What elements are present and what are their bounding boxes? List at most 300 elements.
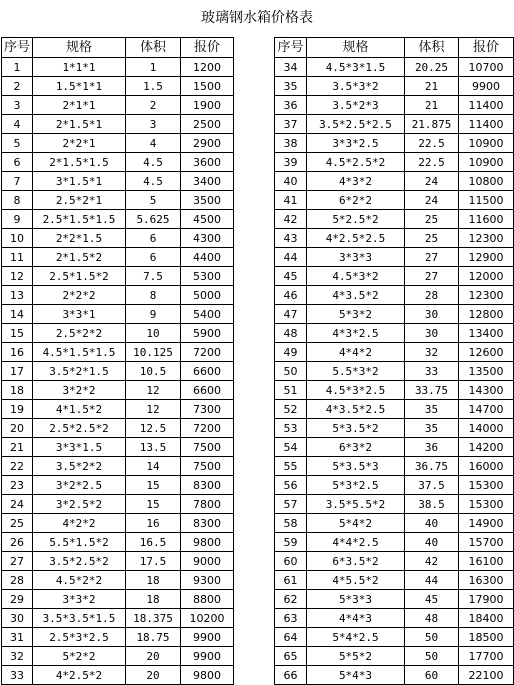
cell-price-left: 9800: [181, 533, 234, 552]
cell-volume-right: 21: [405, 96, 459, 115]
column-gap: [234, 495, 275, 514]
cell-spec-left: 3*2*2: [33, 381, 126, 400]
column-gap: [234, 476, 275, 495]
cell-volume-right: 21.875: [405, 115, 459, 134]
cell-price-left: 6600: [181, 362, 234, 381]
table-row: [2, 609, 514, 628]
cell-seq-left: 13: [2, 286, 33, 305]
cell-volume-right: 20.25: [405, 58, 459, 77]
cell-spec-left: 2*1.5*2: [33, 248, 126, 267]
cell-seq-right: 55: [275, 457, 307, 476]
cell-volume-left: 18: [126, 590, 181, 609]
cell-volume-right: 30: [405, 305, 459, 324]
cell-price-left: 5000: [181, 286, 234, 305]
cell-volume-right: 25: [405, 229, 459, 248]
cell-spec-right: 6*3*2: [307, 438, 405, 457]
column-gap: [234, 457, 275, 476]
cell-spec-right: 5*4*2: [307, 514, 405, 533]
cell-seq-right: 57: [275, 495, 307, 514]
cell-price-right: 12600: [459, 343, 514, 362]
cell-seq-left: 4: [2, 115, 33, 134]
cell-volume-left: 15: [126, 495, 181, 514]
cell-seq-right: 53: [275, 419, 307, 438]
cell-price-right: 15300: [459, 476, 514, 495]
cell-price-right: 12800: [459, 305, 514, 324]
cell-price-left: 7300: [181, 400, 234, 419]
table-row: [2, 172, 514, 191]
cell-seq-right: 66: [275, 666, 307, 685]
cell-volume-left: 18.75: [126, 628, 181, 647]
cell-volume-right: 36: [405, 438, 459, 457]
table-row: [2, 647, 514, 666]
cell-price-left: 1900: [181, 96, 234, 115]
cell-price-right: 14700: [459, 400, 514, 419]
cell-seq-right: 65: [275, 647, 307, 666]
column-gap: [234, 324, 275, 343]
cell-seq-right: 56: [275, 476, 307, 495]
cell-price-left: 7800: [181, 495, 234, 514]
header-row: [2, 38, 514, 58]
cell-volume-left: 10.125: [126, 343, 181, 362]
column-gap: [234, 552, 275, 571]
cell-volume-left: 12: [126, 381, 181, 400]
column-gap: [234, 77, 275, 96]
cell-spec-right: 4.5*2.5*2: [307, 153, 405, 172]
cell-spec-right: 5*4*2.5: [307, 628, 405, 647]
cell-price-left: 1500: [181, 77, 234, 96]
cell-price-right: 10900: [459, 134, 514, 153]
table-row: [2, 286, 514, 305]
cell-seq-left: 28: [2, 571, 33, 590]
cell-spec-right: 3.5*3*2: [307, 77, 405, 96]
cell-price-left: 8300: [181, 514, 234, 533]
cell-price-left: 4400: [181, 248, 234, 267]
table-row: [2, 58, 514, 77]
cell-volume-left: 9: [126, 305, 181, 324]
table-row: [2, 115, 514, 134]
cell-seq-right: 64: [275, 628, 307, 647]
cell-seq-left: 10: [2, 229, 33, 248]
cell-spec-right: 4*3*2.5: [307, 324, 405, 343]
cell-volume-left: 8: [126, 286, 181, 305]
cell-price-right: 11600: [459, 210, 514, 229]
header-volume-left: 体积: [126, 38, 181, 58]
table-row: [2, 362, 514, 381]
cell-volume-right: 38.5: [405, 495, 459, 514]
cell-volume-right: 30: [405, 324, 459, 343]
cell-spec-left: 3*3*1: [33, 305, 126, 324]
cell-volume-left: 10.5: [126, 362, 181, 381]
cell-price-left: 1200: [181, 58, 234, 77]
header-volume-right: 体积: [405, 38, 459, 58]
table-row: [2, 77, 514, 96]
cell-spec-right: 4*5.5*2: [307, 571, 405, 590]
cell-volume-right: 40: [405, 514, 459, 533]
cell-seq-left: 5: [2, 134, 33, 153]
cell-seq-right: 40: [275, 172, 307, 191]
cell-volume-right: 40: [405, 533, 459, 552]
cell-price-right: 12000: [459, 267, 514, 286]
cell-seq-right: 47: [275, 305, 307, 324]
column-gap: [234, 38, 275, 58]
cell-spec-left: 3*3*1.5: [33, 438, 126, 457]
cell-seq-right: 45: [275, 267, 307, 286]
cell-price-left: 8300: [181, 476, 234, 495]
cell-volume-left: 16.5: [126, 533, 181, 552]
cell-volume-right: 36.75: [405, 457, 459, 476]
cell-volume-right: 37.5: [405, 476, 459, 495]
cell-spec-right: 4*3.5*2.5: [307, 400, 405, 419]
cell-volume-right: 50: [405, 647, 459, 666]
column-gap: [234, 248, 275, 267]
cell-volume-left: 1.5: [126, 77, 181, 96]
cell-seq-right: 63: [275, 609, 307, 628]
cell-volume-right: 32: [405, 343, 459, 362]
header-price-right: 报价: [459, 38, 514, 58]
cell-spec-left: 2*1.5*1.5: [33, 153, 126, 172]
cell-seq-left: 11: [2, 248, 33, 267]
table-row: [2, 134, 514, 153]
cell-seq-left: 9: [2, 210, 33, 229]
cell-price-left: 2900: [181, 134, 234, 153]
cell-spec-left: 4*2*2: [33, 514, 126, 533]
cell-seq-left: 20: [2, 419, 33, 438]
cell-volume-left: 2: [126, 96, 181, 115]
cell-price-right: 16000: [459, 457, 514, 476]
cell-spec-right: 3.5*5.5*2: [307, 495, 405, 514]
cell-seq-right: 51: [275, 381, 307, 400]
cell-seq-left: 7: [2, 172, 33, 191]
cell-price-left: 4500: [181, 210, 234, 229]
cell-volume-left: 5.625: [126, 210, 181, 229]
cell-seq-left: 21: [2, 438, 33, 457]
column-gap: [234, 210, 275, 229]
cell-price-right: 10900: [459, 153, 514, 172]
cell-volume-right: 27: [405, 248, 459, 267]
cell-spec-left: 3.5*2*1.5: [33, 362, 126, 381]
cell-price-right: 14900: [459, 514, 514, 533]
cell-price-left: 5400: [181, 305, 234, 324]
cell-spec-right: 3.5*2.5*2.5: [307, 115, 405, 134]
cell-price-left: 5300: [181, 267, 234, 286]
cell-seq-right: 36: [275, 96, 307, 115]
cell-spec-left: 1*1*1: [33, 58, 126, 77]
cell-seq-right: 52: [275, 400, 307, 419]
cell-seq-left: 31: [2, 628, 33, 647]
cell-price-right: 14200: [459, 438, 514, 457]
table-row: [2, 457, 514, 476]
column-gap: [234, 305, 275, 324]
table-row: [2, 628, 514, 647]
cell-volume-left: 6: [126, 248, 181, 267]
column-gap: [234, 419, 275, 438]
cell-spec-left: 3.5*2.5*2: [33, 552, 126, 571]
table-row: [2, 514, 514, 533]
cell-spec-left: 1.5*1*1: [33, 77, 126, 96]
table-row: [2, 324, 514, 343]
cell-price-left: 7500: [181, 457, 234, 476]
cell-volume-left: 12.5: [126, 419, 181, 438]
column-gap: [234, 590, 275, 609]
cell-spec-left: 3*3*2: [33, 590, 126, 609]
cell-price-right: 17900: [459, 590, 514, 609]
cell-seq-left: 32: [2, 647, 33, 666]
cell-price-left: 7200: [181, 343, 234, 362]
cell-volume-left: 4: [126, 134, 181, 153]
column-gap: [234, 115, 275, 134]
cell-seq-left: 6: [2, 153, 33, 172]
cell-seq-right: 41: [275, 191, 307, 210]
cell-seq-right: 39: [275, 153, 307, 172]
table-row: [2, 495, 514, 514]
cell-spec-left: 3*2*2.5: [33, 476, 126, 495]
cell-seq-left: 14: [2, 305, 33, 324]
cell-seq-left: 25: [2, 514, 33, 533]
cell-seq-left: 3: [2, 96, 33, 115]
cell-volume-right: 28: [405, 286, 459, 305]
column-gap: [234, 381, 275, 400]
table-row: [2, 476, 514, 495]
column-gap: [234, 153, 275, 172]
column-gap: [234, 286, 275, 305]
cell-price-right: 12300: [459, 286, 514, 305]
cell-seq-left: 2: [2, 77, 33, 96]
cell-spec-right: 5*3*2.5: [307, 476, 405, 495]
cell-price-right: 18400: [459, 609, 514, 628]
cell-volume-right: 42: [405, 552, 459, 571]
cell-volume-left: 4.5: [126, 172, 181, 191]
cell-volume-right: 25: [405, 210, 459, 229]
cell-volume-right: 45: [405, 590, 459, 609]
table-row: [2, 400, 514, 419]
cell-price-left: 9800: [181, 666, 234, 685]
cell-price-left: 9900: [181, 647, 234, 666]
cell-price-right: 12900: [459, 248, 514, 267]
cell-seq-left: 12: [2, 267, 33, 286]
table-row: [2, 153, 514, 172]
cell-spec-right: 4.5*3*1.5: [307, 58, 405, 77]
cell-spec-left: 4.5*1.5*1.5: [33, 343, 126, 362]
table-row: [2, 343, 514, 362]
cell-seq-left: 22: [2, 457, 33, 476]
cell-volume-left: 13.5: [126, 438, 181, 457]
column-gap: [234, 229, 275, 248]
cell-volume-right: 22.5: [405, 134, 459, 153]
table-title: 玻璃钢水箱价格表: [201, 10, 313, 26]
cell-price-left: 3400: [181, 172, 234, 191]
cell-spec-left: 2*1.5*1: [33, 115, 126, 134]
cell-price-right: 13500: [459, 362, 514, 381]
cell-volume-left: 17.5: [126, 552, 181, 571]
cell-seq-left: 19: [2, 400, 33, 419]
table-row: [2, 248, 514, 267]
cell-seq-left: 16: [2, 343, 33, 362]
cell-volume-left: 20: [126, 666, 181, 685]
cell-spec-right: 6*2*2: [307, 191, 405, 210]
cell-spec-left: 2*2*1: [33, 134, 126, 153]
cell-volume-right: 24: [405, 191, 459, 210]
cell-price-right: 22100: [459, 666, 514, 685]
cell-seq-left: 29: [2, 590, 33, 609]
cell-volume-right: 22.5: [405, 153, 459, 172]
cell-spec-right: 4*3*2: [307, 172, 405, 191]
cell-seq-right: 44: [275, 248, 307, 267]
cell-price-left: 9900: [181, 628, 234, 647]
cell-price-right: 10700: [459, 58, 514, 77]
cell-spec-right: 5*3*2: [307, 305, 405, 324]
cell-seq-right: 34: [275, 58, 307, 77]
cell-volume-left: 12: [126, 400, 181, 419]
cell-volume-right: 44: [405, 571, 459, 590]
cell-seq-left: 23: [2, 476, 33, 495]
cell-spec-left: 5.5*1.5*2: [33, 533, 126, 552]
table-row: [2, 191, 514, 210]
table-row: [2, 419, 514, 438]
table-row: [2, 571, 514, 590]
cell-volume-left: 1: [126, 58, 181, 77]
cell-seq-left: 30: [2, 609, 33, 628]
cell-spec-left: 2*2*1.5: [33, 229, 126, 248]
column-gap: [234, 267, 275, 286]
cell-volume-right: 27: [405, 267, 459, 286]
cell-seq-right: 50: [275, 362, 307, 381]
header-spec-right: 规格: [307, 38, 405, 58]
column-gap: [234, 438, 275, 457]
table-row: [2, 267, 514, 286]
cell-price-right: 12300: [459, 229, 514, 248]
cell-volume-right: 48: [405, 609, 459, 628]
cell-spec-right: 4*4*2: [307, 343, 405, 362]
cell-spec-right: 4*2.5*2.5: [307, 229, 405, 248]
column-gap: [234, 343, 275, 362]
cell-price-right: 14300: [459, 381, 514, 400]
cell-seq-left: 26: [2, 533, 33, 552]
cell-spec-right: 5*3.5*2: [307, 419, 405, 438]
cell-volume-right: 24: [405, 172, 459, 191]
cell-seq-left: 1: [2, 58, 33, 77]
cell-seq-left: 27: [2, 552, 33, 571]
cell-seq-right: 42: [275, 210, 307, 229]
table-row: [2, 381, 514, 400]
table-row: [2, 533, 514, 552]
cell-volume-right: 50: [405, 628, 459, 647]
cell-spec-left: 3*2.5*2: [33, 495, 126, 514]
cell-seq-right: 38: [275, 134, 307, 153]
cell-spec-left: 2.5*1.5*2: [33, 267, 126, 286]
cell-price-right: 14000: [459, 419, 514, 438]
column-gap: [234, 647, 275, 666]
cell-seq-left: 8: [2, 191, 33, 210]
price-table: [1, 37, 514, 685]
cell-price-left: 9000: [181, 552, 234, 571]
cell-spec-left: 2.5*1.5*1.5: [33, 210, 126, 229]
cell-spec-left: 2.5*2.5*2: [33, 419, 126, 438]
cell-spec-right: 5*3*3: [307, 590, 405, 609]
cell-seq-right: 46: [275, 286, 307, 305]
cell-spec-left: 2.5*2*1: [33, 191, 126, 210]
cell-spec-left: 3.5*3.5*1.5: [33, 609, 126, 628]
cell-volume-right: 35: [405, 419, 459, 438]
cell-price-right: 9900: [459, 77, 514, 96]
table-row: [2, 438, 514, 457]
cell-seq-left: 17: [2, 362, 33, 381]
cell-price-right: 11500: [459, 191, 514, 210]
cell-spec-right: 3*3*3: [307, 248, 405, 267]
header-spec-left: 规格: [33, 38, 126, 58]
cell-volume-left: 10: [126, 324, 181, 343]
cell-spec-right: 4*3.5*2: [307, 286, 405, 305]
column-gap: [234, 628, 275, 647]
cell-price-left: 8800: [181, 590, 234, 609]
cell-price-left: 3600: [181, 153, 234, 172]
cell-spec-right: 5*5*2: [307, 647, 405, 666]
cell-seq-right: 58: [275, 514, 307, 533]
cell-spec-left: 3*1.5*1: [33, 172, 126, 191]
cell-volume-left: 15: [126, 476, 181, 495]
cell-volume-left: 5: [126, 191, 181, 210]
cell-spec-right: 3.5*2*3: [307, 96, 405, 115]
column-gap: [234, 533, 275, 552]
cell-spec-left: 3.5*2*2: [33, 457, 126, 476]
table-row: [2, 229, 514, 248]
table-row: [2, 590, 514, 609]
cell-price-right: 13400: [459, 324, 514, 343]
table-row: [2, 210, 514, 229]
cell-price-left: 7200: [181, 419, 234, 438]
cell-volume-left: 6: [126, 229, 181, 248]
column-gap: [234, 172, 275, 191]
column-gap: [234, 514, 275, 533]
cell-spec-left: 2*2*2: [33, 286, 126, 305]
cell-price-right: 15300: [459, 495, 514, 514]
cell-seq-left: 18: [2, 381, 33, 400]
cell-price-left: 6600: [181, 381, 234, 400]
cell-volume-left: 4.5: [126, 153, 181, 172]
cell-seq-right: 62: [275, 590, 307, 609]
cell-spec-right: 4.5*3*2.5: [307, 381, 405, 400]
cell-price-right: 16100: [459, 552, 514, 571]
column-gap: [234, 609, 275, 628]
cell-seq-left: 24: [2, 495, 33, 514]
cell-spec-right: 4.5*3*2: [307, 267, 405, 286]
column-gap: [234, 134, 275, 153]
cell-volume-right: 35: [405, 400, 459, 419]
cell-spec-left: 2*1*1: [33, 96, 126, 115]
cell-volume-left: 14: [126, 457, 181, 476]
cell-spec-right: 5*2.5*2: [307, 210, 405, 229]
cell-spec-right: 6*3.5*2: [307, 552, 405, 571]
cell-seq-right: 61: [275, 571, 307, 590]
cell-seq-right: 49: [275, 343, 307, 362]
cell-volume-left: 3: [126, 115, 181, 134]
cell-price-right: 11400: [459, 96, 514, 115]
cell-spec-left: 4*2.5*2: [33, 666, 126, 685]
table-row: [2, 305, 514, 324]
cell-spec-left: 5*2*2: [33, 647, 126, 666]
cell-volume-right: 33: [405, 362, 459, 381]
cell-volume-left: 18: [126, 571, 181, 590]
cell-spec-left: 2.5*3*2.5: [33, 628, 126, 647]
cell-spec-left: 2.5*2*2: [33, 324, 126, 343]
cell-price-right: 15700: [459, 533, 514, 552]
cell-price-right: 17700: [459, 647, 514, 666]
table-row: [2, 666, 514, 685]
cell-seq-left: 15: [2, 324, 33, 343]
cell-price-left: 4300: [181, 229, 234, 248]
header-price-left: 报价: [181, 38, 234, 58]
cell-seq-right: 60: [275, 552, 307, 571]
cell-spec-right: 5.5*3*2: [307, 362, 405, 381]
